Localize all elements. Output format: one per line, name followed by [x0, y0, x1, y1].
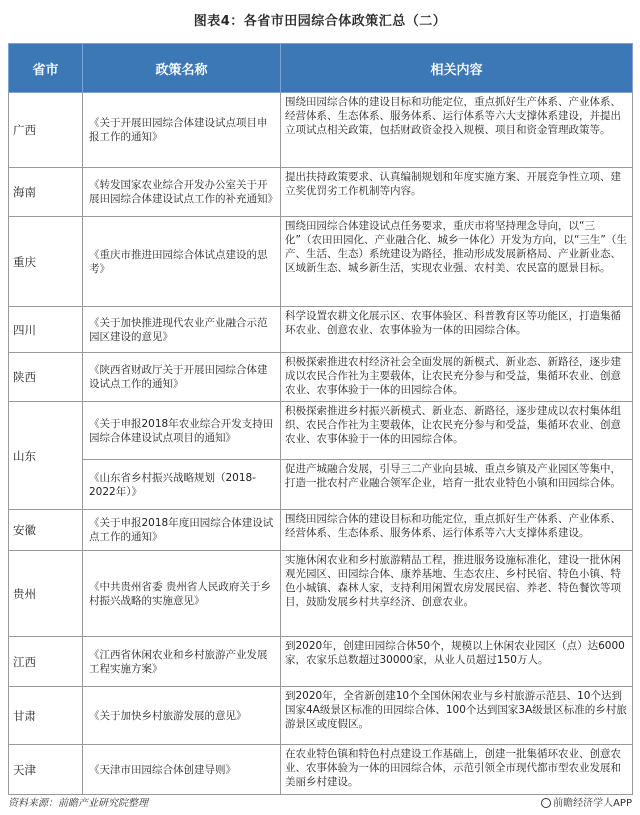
policy-cell: 《山东省乡村振兴战略规划（2018-2022年）》 [83, 460, 281, 510]
province-cell: 四川 [9, 307, 83, 353]
table-row [9, 687, 633, 745]
table-header-row [9, 44, 633, 93]
source-note: 资料来源：前瞻产业研究院整理 [8, 798, 148, 809]
table-row [9, 168, 633, 217]
table-row [9, 551, 633, 637]
content-cell: 在农业特色镇和特色村点建设工作基础上，创建一批集循环农业、创意农业、农事体验为一体的田园综合体，示范引领全市现代都市型农业发展和美丽乡村建设。 [281, 745, 633, 795]
policy-cell: 《关于加快乡村旅游发展的意见》 [83, 687, 281, 745]
province-cell: 安徽 [9, 510, 83, 551]
page-title: 图表4：各省市田园综合体政策汇总（二） [193, 14, 447, 29]
policy-cell: 《转发国家农业综合开发办公室关于开展田园综合体建设试点工作的补充通知》 [83, 168, 281, 217]
content-cell: 到2020年，全省新创建10个全国休闲农业与乡村旅游示范县、10个达到国家4A级景区标准的田园综合体、100个达到国家3A级景区标准的乡村旅游景区或度假区。 [281, 687, 633, 745]
table-row [9, 307, 633, 353]
content-cell: 积极探索推进农村经济社会全面发展的新模式、新业态、新路径，逐步建成以农民合作社为主要载体，让农民充分参与和受益，集循环农业、创意农业、农事体验于一体的田园综合体。 [281, 353, 633, 402]
content-cell: 围绕田园综合体的建设目标和功能定位，重点抓好生产体系、产业体系、经营体系、生态体系、服务体系、运行体系等六大支撑体系建设。 [281, 510, 633, 551]
content-cell: 围绕田园综合体建设试点任务要求，重庆市将坚持理念导向，以“三化”（农田田园化、产业融合化、城乡一体化）开发为方向，以“三生”（生产、生活、生态）系统建设为路径，推动形成发展新格局、产业新业态、区域新生态、城乡新生活，实现农业强、农村美、农民富的愿景目标。 [281, 217, 633, 307]
footer [8, 794, 632, 810]
table-row [9, 637, 633, 687]
table-row [9, 402, 633, 460]
content-cell: 提出扶持政策要求、认真编制规划和年度实施方案、开展竞争性立项、建立奖优罚劣工作机制等内容。 [281, 168, 633, 217]
policy-cell: 《关于申报2018年农业综合开发支持田园综合体建设试点项目的通知》 [83, 402, 281, 460]
policy-cell: 《江西省休闲农业和乡村旅游产业发展工程实施方案》 [83, 637, 281, 687]
province-cell: 江西 [9, 637, 83, 687]
table-row [9, 217, 633, 307]
policy-cell: 《陕西省财政厅关于开展田园综合体建设试点工作的通知》 [83, 353, 281, 402]
content-cell: 积极探索推进乡村振兴新模式、新业态、新路径，逐步建成以农村集体组织、农民合作社为主要载体，让农民充分参与和受益，集循环农业、创意农业、农事体验于一体的田园综合体。 [281, 402, 633, 460]
province-cell: 陕西 [9, 353, 83, 402]
province-cell: 山东 [9, 402, 83, 510]
header-content: 相关内容 [281, 44, 633, 93]
table-row [9, 93, 633, 168]
brand-logo-icon [541, 798, 551, 808]
content-cell: 促进产城融合发展，引导三二产业向县城、重点乡镇及产业园区等集中，打造一批农村产业融合领军企业，培育一批农业特色小镇和田园综合体。 [281, 460, 633, 510]
table-row [9, 460, 633, 510]
province-cell: 广西 [9, 93, 83, 168]
policy-cell: 《中共贵州省委 贵州省人民政府关于乡村振兴战略的实施意见》 [83, 551, 281, 637]
policy-cell: 《重庆市推进田园综合体试点建设的思考》 [83, 217, 281, 307]
table-row [9, 510, 633, 551]
province-cell: 甘肃 [9, 687, 83, 745]
table-row [9, 353, 633, 402]
content-cell: 到2020年，创建田园综合体50个，规模以上休闲农业园区（点）达6000家，农家乐总数超过30000家，从业人员超过150万人。 [281, 637, 633, 687]
content-cell: 围绕田园综合体的建设目标和功能定位，重点抓好生产体系、产业体系、经营体系、生态体系、服务体系、运行体系等六大支撑体系建设，并提出立项试点相关政策，包括财政资金投入规模、项目和资金管理政策等。 [281, 93, 633, 168]
header-province: 省市 [9, 44, 83, 93]
brand-label [541, 794, 632, 809]
policy-cell: 《天津市田园综合体创建导则》 [83, 745, 281, 795]
header-policy-name: 政策名称 [83, 44, 281, 93]
policy-cell: 《关于开展田园综合体建设试点项目申报工作的通知》 [83, 93, 281, 168]
brand-text: 前瞻经济学人APP [553, 798, 632, 809]
province-cell: 海南 [9, 168, 83, 217]
policy-table-wrapper [8, 43, 632, 795]
province-cell: 天津 [9, 745, 83, 795]
policy-table [8, 43, 633, 795]
policy-cell: 《关于加快推进现代农业产业融合示范园区建设的意见》 [83, 307, 281, 353]
content-cell: 实施休闲农业和乡村旅游精品工程，推进服务设施标准化，建设一批休闲观光园区、田园综合体、康养基地、生态农庄、乡村民宿、特色小镇、特色小城镇、森林人家，支持利用闲置农房发展民宿、养老、特色餐饮等项目，鼓励发展乡村共享经济、创意农业。 [281, 551, 633, 637]
content-cell: 科学设置农耕文化展示区、农事体验区、科普教育区等功能区，打造集循环农业、创意农业、农事体验为一体的田园综合体。 [281, 307, 633, 353]
table-row [9, 745, 633, 795]
province-cell: 重庆 [9, 217, 83, 307]
policy-cell: 《关于申报2018年度田园综合体建设试点工作的通知》 [83, 510, 281, 551]
province-cell: 贵州 [9, 551, 83, 637]
